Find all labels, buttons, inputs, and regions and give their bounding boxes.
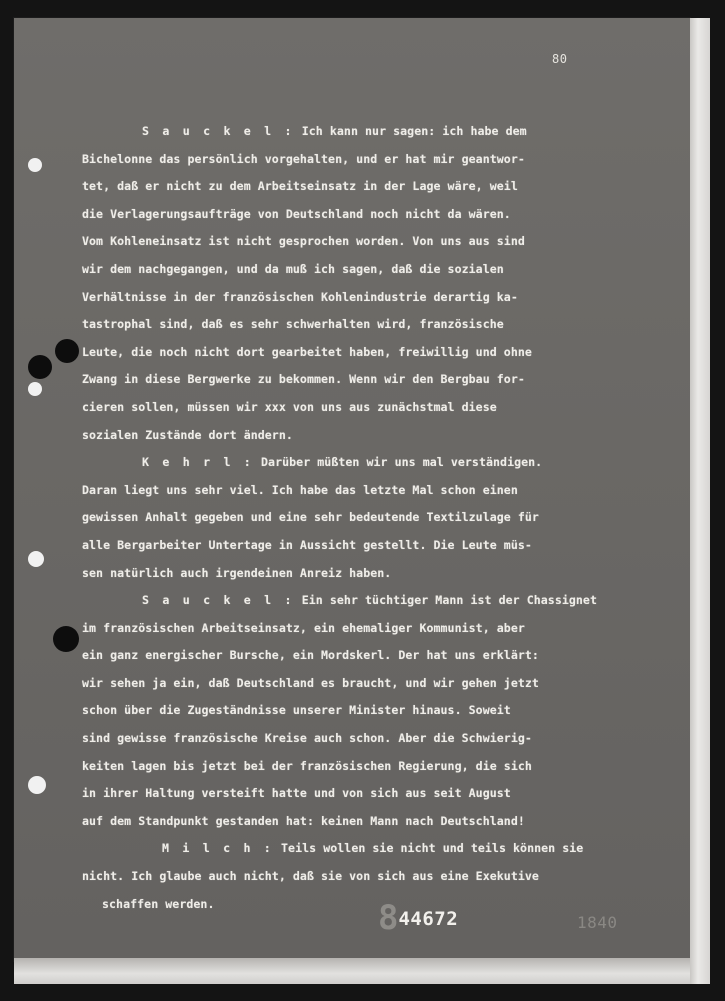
text-line <box>82 118 622 146</box>
text-line <box>82 449 622 477</box>
text-line <box>82 642 622 670</box>
text-line <box>82 560 622 588</box>
line-text: gewissen Anhalt gegeben und eine sehr bedeutende Textilzulage für <box>82 510 539 525</box>
speaker-name: M i l c h : <box>162 841 274 856</box>
text-line <box>82 422 622 450</box>
stamp-number: 44672 <box>398 908 459 930</box>
line-text: Verhältnisse in der französischen Kohlenindustrie derartig ka- <box>82 289 518 304</box>
text-line <box>82 670 622 698</box>
text-line <box>82 863 622 891</box>
text-line <box>82 532 622 560</box>
line-text: sozialen Zustände dort ändern. <box>82 427 293 442</box>
speaker-name: S a u c k e l : <box>142 124 295 138</box>
line-text: Daran liegt uns sehr viel. Ich habe das letzte Mal schon einen <box>82 482 518 497</box>
folio-number: 1840 <box>577 913 618 932</box>
sheet-lower-edge <box>14 958 690 984</box>
text-line <box>82 753 622 781</box>
line-text: Darüber müßten wir uns mal verständigen. <box>253 455 543 470</box>
line-text: Zwang in diese Bergwerke zu bekommen. Wenn wir den Bergbau for- <box>82 372 525 387</box>
speaker-name: K e h r l : <box>142 455 254 470</box>
line-text: die Verlagerungsaufträge von Deutschland noch nicht da wären. <box>82 206 511 221</box>
line-text: schaffen werden. <box>102 896 215 911</box>
speaker-name: S a u c k e l : <box>142 593 295 608</box>
line-text: Ein sehr tüchtiger Mann ist der Chassignet <box>294 593 597 608</box>
text-line <box>82 256 622 284</box>
text-line <box>82 366 622 394</box>
line-text: alle Bergarbeiter Untertage in Aussicht gestellt. Die Leute müs- <box>82 537 532 552</box>
line-text: Bichelonne das persönlich vorgehalten, und er hat mir geantwor- <box>82 151 525 166</box>
line-text: sen natürlich auch irgendeinen Anreiz haben. <box>82 565 392 580</box>
line-text: tastrophal sind, daß es sehr schwerhalten wird, französische <box>82 317 504 332</box>
paper-right-edge <box>690 18 710 984</box>
punch-hole <box>28 382 42 396</box>
punch-hole <box>55 339 79 363</box>
line-text: auf dem Standpunkt gestanden hat: keinen Mann nach Deutschland! <box>82 813 525 828</box>
line-text: wir sehen ja ein, daß Deutschland es braucht, und wir gehen jetzt <box>82 675 539 690</box>
punch-hole <box>28 551 44 567</box>
text-line <box>82 835 622 863</box>
text-line <box>82 311 622 339</box>
text-line <box>82 339 622 367</box>
line-text: sind gewisse französische Kreise auch schon. Aber die Schwierig- <box>82 731 532 746</box>
text-line <box>82 780 622 808</box>
archive-stamp <box>378 898 458 938</box>
text-line <box>82 504 622 532</box>
text-line <box>82 808 622 836</box>
text-line <box>82 697 622 725</box>
text-line <box>82 284 622 312</box>
line-text: cieren sollen, müssen wir xxx von uns aus zunächstmal diese <box>82 399 497 414</box>
text-line <box>82 587 622 615</box>
text-line <box>82 477 622 505</box>
stamp-letter: 8 <box>378 898 399 938</box>
line-text: ein ganz energischer Bursche, ein Mordskerl. Der hat uns erklärt: <box>82 648 539 663</box>
text-line <box>82 394 622 422</box>
text-line <box>82 201 622 229</box>
line-text: keiten lagen bis jetzt bei der französischen Regierung, die sich <box>82 758 532 773</box>
line-text: tet, daß er nicht zu dem Arbeitseinsatz in der Lage wäre, weil <box>82 179 518 194</box>
text-line <box>82 173 622 201</box>
punch-hole <box>28 355 52 379</box>
text-line <box>82 146 622 174</box>
text-line <box>82 228 622 256</box>
page-number: 80 <box>552 52 568 66</box>
line-text: wir dem nachgegangen, und da muß ich sagen, daß die sozialen <box>82 261 504 276</box>
line-text: Leute, die noch nicht dort gearbeitet haben, freiwillig und ohne <box>82 344 532 359</box>
text-line <box>82 615 622 643</box>
line-text: in ihrer Haltung versteift hatte und von sich aus seit August <box>82 786 511 801</box>
text-line <box>82 725 622 753</box>
text-line <box>82 891 622 919</box>
line-text: nicht. Ich glaube auch nicht, daß sie von sich aus eine Exekutive <box>82 869 539 884</box>
line-text: Ich kann nur sagen: ich habe dem <box>294 124 527 138</box>
punch-hole <box>28 158 42 172</box>
line-text: im französischen Arbeitseinsatz, ein ehemaliger Kommunist, aber <box>82 620 525 635</box>
line-text: schon über die Zugeständnisse unserer Minister hinaus. Soweit <box>82 703 511 718</box>
line-text: Vom Kohleneinsatz ist nicht gesprochen worden. Von uns aus sind <box>82 234 525 249</box>
punch-hole <box>28 776 46 794</box>
typewritten-text <box>82 118 622 918</box>
line-text: Teils wollen sie nicht und teils können sie <box>273 841 584 856</box>
punch-hole <box>53 626 79 652</box>
